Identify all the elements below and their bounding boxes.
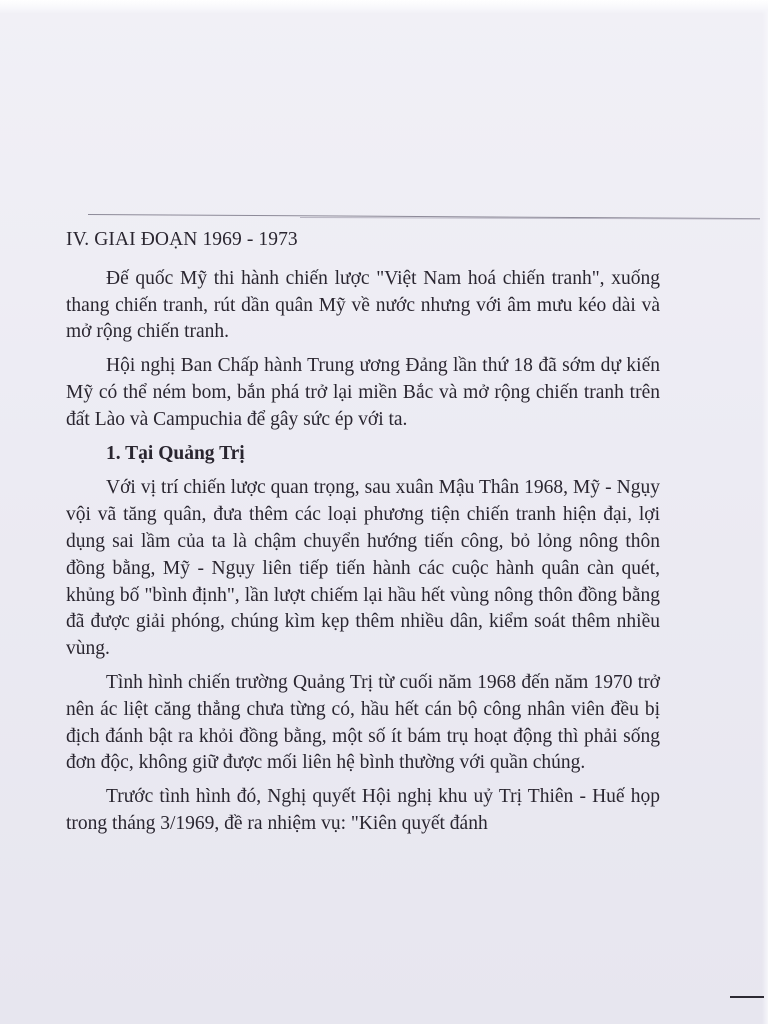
- paragraph: Đế quốc Mỹ thi hành chiến lược "Việt Nam hoá chiến tranh", xuống thang chiến tranh, rút dần quân Mỹ về nước nhưng với âm mưu kéo dài và mở rộng chiến tranh.: [66, 267, 660, 343]
- corner-mark: [730, 996, 764, 998]
- paragraph: Trước tình hình đó, Nghị quyết Hội nghị khu uỷ Trị Thiên - Huế họp trong tháng 3/1969, đề ra nhiệm vụ: "Kiên quyết đánh: [66, 786, 660, 834]
- paragraph: Hội nghị Ban Chấp hành Trung ương Đảng lần thứ 18 đã sớm dự kiến Mỹ có thể ném bom, bắn phá trở lại miền Bắc và mở rộng chiến tranh trên đất Lào và Campuchia để gây sức ép với ta.: [66, 355, 660, 430]
- paragraph: Tình hình chiến trường Quảng Trị từ cuối năm 1968 đến năm 1970 trở nên ác liệt căng thẳng chưa từng có, hầu hết cán bộ công nhân viên đều bị địch đánh bật ra khỏi đồng bằng, một số ít bám trụ hoạt động thì phải sống đơn độc, không giữ được mối liên hệ bình thường với quần chúng.: [66, 671, 660, 774]
- page-right-edge: [762, 10, 768, 1024]
- page-text: [66, 227, 660, 845]
- section-heading: IV. GIAI ĐOẠN 1969 - 1973: [66, 229, 298, 250]
- page-top-edge: [0, 0, 768, 14]
- paragraph: Với vị trí chiến lược quan trọng, sau xuân Mậu Thân 1968, Mỹ - Ngụy vội vã tăng quân, đưa thêm các loại phương tiện chiến tranh hiện đại, lợi dụng sai lầm của ta là chậm chuyển hướng tiến công, bỏ lỏng nông thôn đồng bằng, Mỹ - Ngụy liên tiếp tiến hành các cuộc hành quân càn quét, khủng bố "bình định", lần lượt chiếm lại hầu hết vùng nông thôn đồng bằng đã được giải phóng, chúng kìm kẹp thêm nhiều dân, kiểm soát thêm nhiều vùng.: [66, 477, 660, 660]
- horizontal-rule-faint: [300, 217, 760, 220]
- subsection-heading: 1. Tại Quảng Trị: [106, 442, 245, 464]
